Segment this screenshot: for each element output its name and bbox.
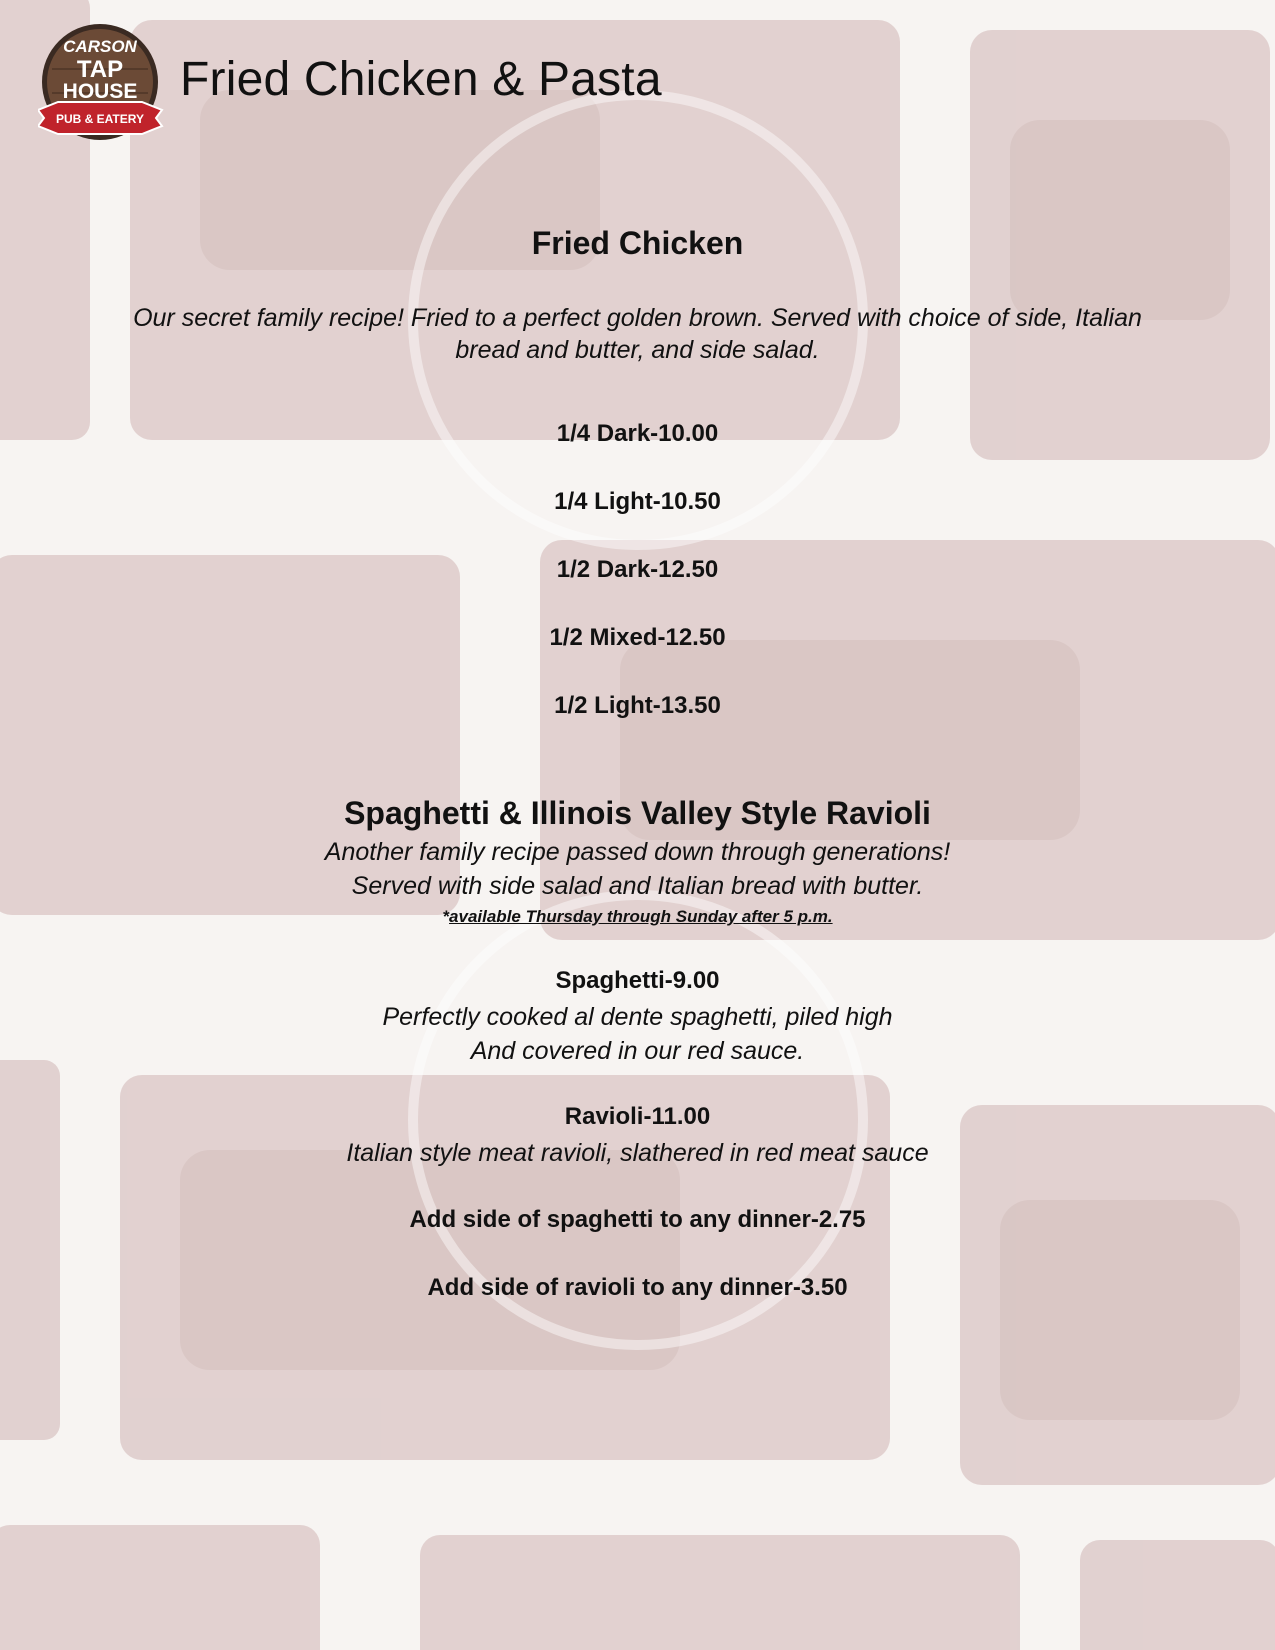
fried-chicken-heading: Fried Chicken: [531, 225, 744, 261]
ravioli-description-line1: Italian style meat ravioli, slathered in red meat sauce: [346, 1139, 929, 1167]
carson-tap-house-logo: [38, 22, 168, 142]
add-ravioli-side: Add side of ravioli to any dinner-3.50: [427, 1274, 848, 1301]
ravioli-item-title: Ravioli-11.00: [564, 1103, 711, 1130]
fried-chicken-description-line2: bread and butter, and side salad.: [455, 336, 820, 364]
chicken-item-quarter-dark: 1/4 Dark-10.00: [556, 420, 719, 447]
spaghetti-item-title: Spaghetti-9.00: [555, 967, 720, 994]
pasta-heading: Spaghetti & Illinois Valley Style Ravioli: [344, 795, 931, 831]
chicken-item-quarter-light: 1/4 Light-10.50: [554, 488, 721, 515]
chicken-item-half-dark: 1/2 Dark-12.50: [556, 556, 719, 583]
pasta-description-line2: Served with side salad and Italian bread with butter.: [351, 872, 924, 900]
pasta-description-line1: Another family recipe passed down through generations!: [324, 838, 951, 866]
add-spaghetti-side: Add side of spaghetti to any dinner-2.75: [409, 1206, 866, 1233]
availability-text: available Thursday through Sunday after 5 p.m.: [449, 907, 833, 926]
spaghetti-description-line1: Perfectly cooked al dente spaghetti, piled high: [382, 1003, 893, 1031]
page-title: Fried Chicken & Pasta: [180, 53, 662, 106]
chicken-item-half-mixed: 1/2 Mixed-12.50: [549, 624, 726, 651]
availability-asterisk: *: [442, 907, 450, 926]
logo-text-house: HOUSE: [62, 80, 138, 103]
pasta-availability-note: [0, 907, 1275, 927]
logo-text-carson: CARSON: [63, 37, 137, 56]
logo-text-tap: TAP: [76, 56, 124, 83]
spaghetti-description-line2: And covered in our red sauce.: [470, 1037, 805, 1065]
logo-text-pub-eatery: PUB & EATERY: [55, 112, 145, 126]
chicken-item-half-light: 1/2 Light-13.50: [554, 692, 721, 719]
fried-chicken-description-line1: Our secret family recipe! Fried to a perfect golden brown. Served with choice of side, Italian: [133, 304, 1142, 332]
